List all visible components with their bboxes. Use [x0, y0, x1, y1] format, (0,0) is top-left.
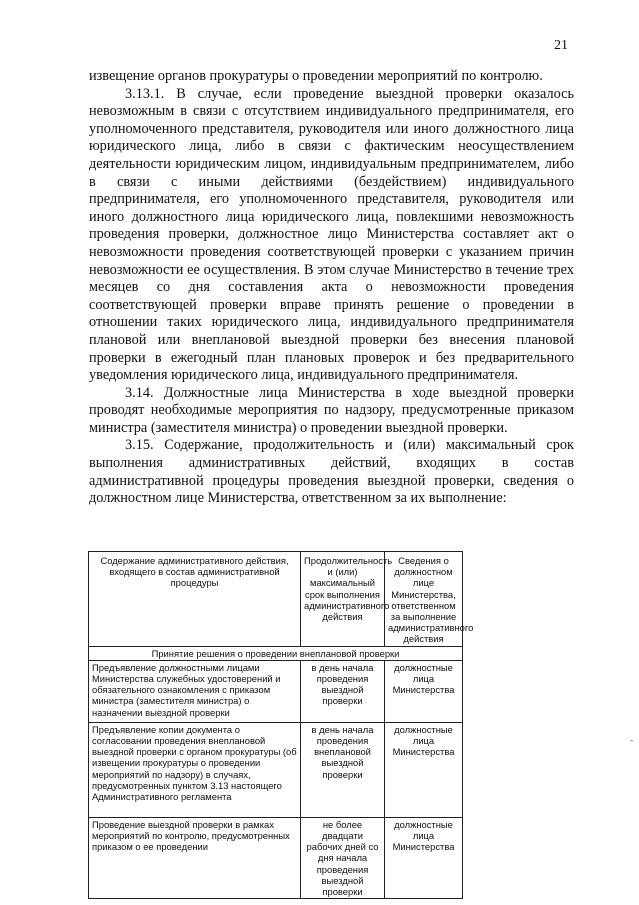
- row-duration: в день начала проведения внеплановой выездной проверки: [301, 722, 385, 817]
- header-content: Содержание административного действия, входящего в состав административной процедуры: [89, 552, 301, 647]
- row-content: Предъявление копии документа о согласовании проведения внеплановой выездной проверки с органом прокуратуры (об извещении прокуратуры о проведении мероприятий по надзору) в случаях, предусмотренных пунктом 3.13 настоящего Административного регламента: [89, 722, 301, 817]
- paragraph-3-14: 3.14. Должностные лица Министерства в ходе выездной проверки проводят необходимые мероприятия по надзору, предусмотренные приказом министра (заместителя министра) о проведении выездной проверки.: [89, 384, 574, 436]
- row-responsible: должностные лица Министерства: [385, 722, 463, 817]
- row-duration: в день начала проведения выездной проверки: [301, 660, 385, 722]
- page-number: 21: [554, 38, 568, 53]
- paragraph-3-13-1: 3.13.1. В случае, если проведение выездной проверки оказалось невозможным в связи с отсутствием индивидуального предпринимателя, его уполномоченного представителя, руководителя или иного должностного лица юридического лица, либо в связи с фактическим неосуществлением деятельности юридическим лицом, индивидуальным предпринимателем, либо в связи с иными действиями (бездействием) индивидуального предпринимателя, его уполномоченного представителя, руководителя или иного должностного лица юридического лица, повлекшими невозможность проведения проверки, должностное лицо Министерства составляет акт о невозможности проведения соответствующей проверки с указанием причин невозможности ее осуществления. В этом случае Министерство в течение трех месяцев со дня составления акта о невозможности проведения соответствующей проверки вправе принять решение о проведении в отношении таких юридического лица, индивидуального предпринимателя плановой или внеплановой выездной проверки без внесения плановой проверки в ежегодный план плановых проверок и без предварительного уведомления юридического лица, индивидуального предпринимателя.: [89, 85, 574, 384]
- margin-mark: -: [630, 736, 633, 745]
- header-responsible: Сведения о должностном лице Министерства, ответственном за выполнение административного действия: [385, 552, 463, 647]
- table-section-row: [89, 646, 463, 660]
- document-body: [89, 68, 574, 508]
- row-duration: не более двадцати рабочих дней со дня начала проведения выездной проверки: [301, 817, 385, 898]
- row-content: Проведение выездной проверки в рамках мероприятий по контролю, предусмотренных приказом о ее проведении: [89, 817, 301, 898]
- section-title: Принятие решения о проведении внеплановой проверки: [89, 646, 463, 660]
- header-duration: Продолжительность и (или) максимальный срок выполнения административного действия: [301, 552, 385, 647]
- procedure-table: [88, 551, 474, 899]
- table-row: [89, 722, 463, 817]
- row-content: Предъявление должностными лицами Министерства служебных удостоверений и обязательного ознакомления с приказом министра (заместителя министра) о назначении выездной проверки: [89, 660, 301, 722]
- paragraph-3-15: 3.15. Содержание, продолжительность и (или) максимальный срок выполнения административных действий, входящих в состав административной процедуры проведения выездной проверки, сведения о должностном лице Министерства, ответственном за их выполнение:: [89, 437, 574, 507]
- row-responsible: должностные лица Министерства: [385, 660, 463, 722]
- table-row: [89, 817, 463, 898]
- table-row: [89, 660, 463, 722]
- paragraph-intro: извещение органов прокуратуры о проведении мероприятий по контролю.: [89, 68, 543, 84]
- table-header-row: [89, 552, 463, 647]
- row-responsible: должностные лица Министерства: [385, 817, 463, 898]
